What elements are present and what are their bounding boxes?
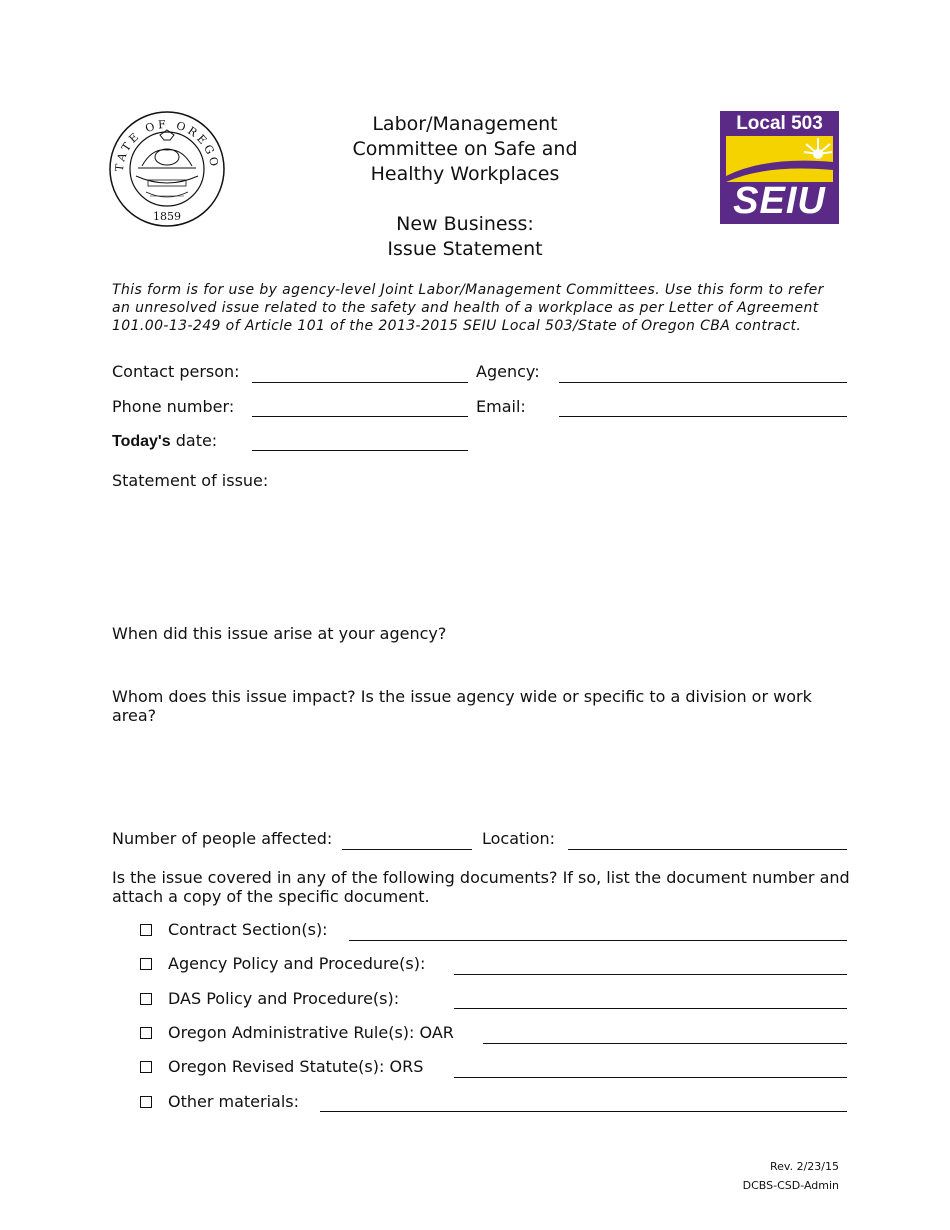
- title-line-3: Healthy Workplaces: [370, 163, 560, 185]
- agency-label: Agency:: [476, 362, 540, 381]
- ors-field[interactable]: [454, 1077, 847, 1078]
- number-affected-label: Number of people affected:: [112, 829, 333, 848]
- oar-field[interactable]: [483, 1043, 847, 1044]
- other-materials-checkbox[interactable]: [140, 1096, 152, 1108]
- other-materials-field[interactable]: [320, 1111, 847, 1112]
- number-affected-field[interactable]: [342, 849, 472, 850]
- das-policy-label: DAS Policy and Procedure(s):: [168, 989, 400, 1008]
- document-title: [300, 112, 630, 262]
- das-policy-checkbox[interactable]: [140, 993, 152, 1005]
- statement-of-issue-label: Statement of issue:: [112, 471, 269, 490]
- whom-impact-label: Whom does this issue impact? Is the issue agency wide or specific to a division or work area?: [112, 687, 812, 725]
- title-line-1: Labor/Management: [372, 113, 558, 135]
- das-policy-field[interactable]: [454, 1008, 847, 1009]
- agency-policy-checkbox[interactable]: [140, 958, 152, 970]
- ors-label: Oregon Revised Statute(s): ORS: [168, 1057, 424, 1076]
- todays-date-label: [112, 431, 217, 451]
- contract-section-label: Contract Section(s):: [168, 920, 328, 939]
- oar-label: Oregon Administrative Rule(s): OAR: [168, 1023, 454, 1042]
- when-issue-arose-label: When did this issue arise at your agency?: [112, 624, 447, 643]
- todays-date-bold: Today's: [112, 433, 171, 450]
- seal-year: 1859: [153, 210, 181, 223]
- contract-section-checkbox[interactable]: [140, 924, 152, 936]
- title-line-2: Committee on Safe and: [352, 138, 578, 160]
- agency-policy-label: Agency Policy and Procedure(s):: [168, 954, 426, 973]
- todays-date-rest: date:: [170, 431, 218, 450]
- agency-field[interactable]: [559, 382, 847, 383]
- contact-person-label: Contact person:: [112, 362, 240, 381]
- location-label: Location:: [482, 829, 556, 848]
- seal-top-text: TATE OF OREGO: [112, 117, 222, 173]
- logo-local-text: Local 503: [736, 113, 823, 134]
- contract-section-field[interactable]: [349, 940, 847, 941]
- ors-checkbox[interactable]: [140, 1061, 152, 1073]
- subtitle-line-2: Issue Statement: [387, 238, 543, 260]
- agency-policy-field[interactable]: [454, 974, 847, 975]
- email-field[interactable]: [559, 416, 847, 417]
- todays-date-field[interactable]: [252, 450, 468, 451]
- logo-sun-panel: [726, 136, 833, 182]
- contact-person-field[interactable]: [252, 382, 468, 383]
- intro-paragraph: This form is for use by agency-level Joint Labor/Management Committees. Use this form to refer an unresolved issue related to the safety and health of a workplace as per Letter of Agreement 101.00-13-249 of Article 101 of the 2013-2015 SEIU Local 503/State of Oregon CBA contract.: [112, 282, 824, 334]
- subtitle-line-1: New Business:: [396, 213, 534, 235]
- state-of-oregon-seal: [108, 110, 226, 228]
- location-field[interactable]: [568, 849, 847, 850]
- form-code: DCBS-CSD-Admin: [742, 1179, 839, 1192]
- logo-seiu-text: SEIU: [733, 180, 826, 222]
- email-label: Email:: [476, 397, 526, 416]
- phone-number-label: Phone number:: [112, 397, 235, 416]
- phone-number-field[interactable]: [252, 416, 468, 417]
- seiu-local-503-logo: [720, 111, 839, 224]
- oar-checkbox[interactable]: [140, 1027, 152, 1039]
- documents-covered-question: Is the issue covered in any of the following documents? If so, list the document number and attach a copy of the specific document.: [112, 868, 850, 906]
- revision-date: Rev. 2/23/15: [770, 1160, 839, 1173]
- other-materials-label: Other materials:: [168, 1092, 300, 1111]
- svg-text:STATE OF OREGON: [108, 110, 221, 172]
